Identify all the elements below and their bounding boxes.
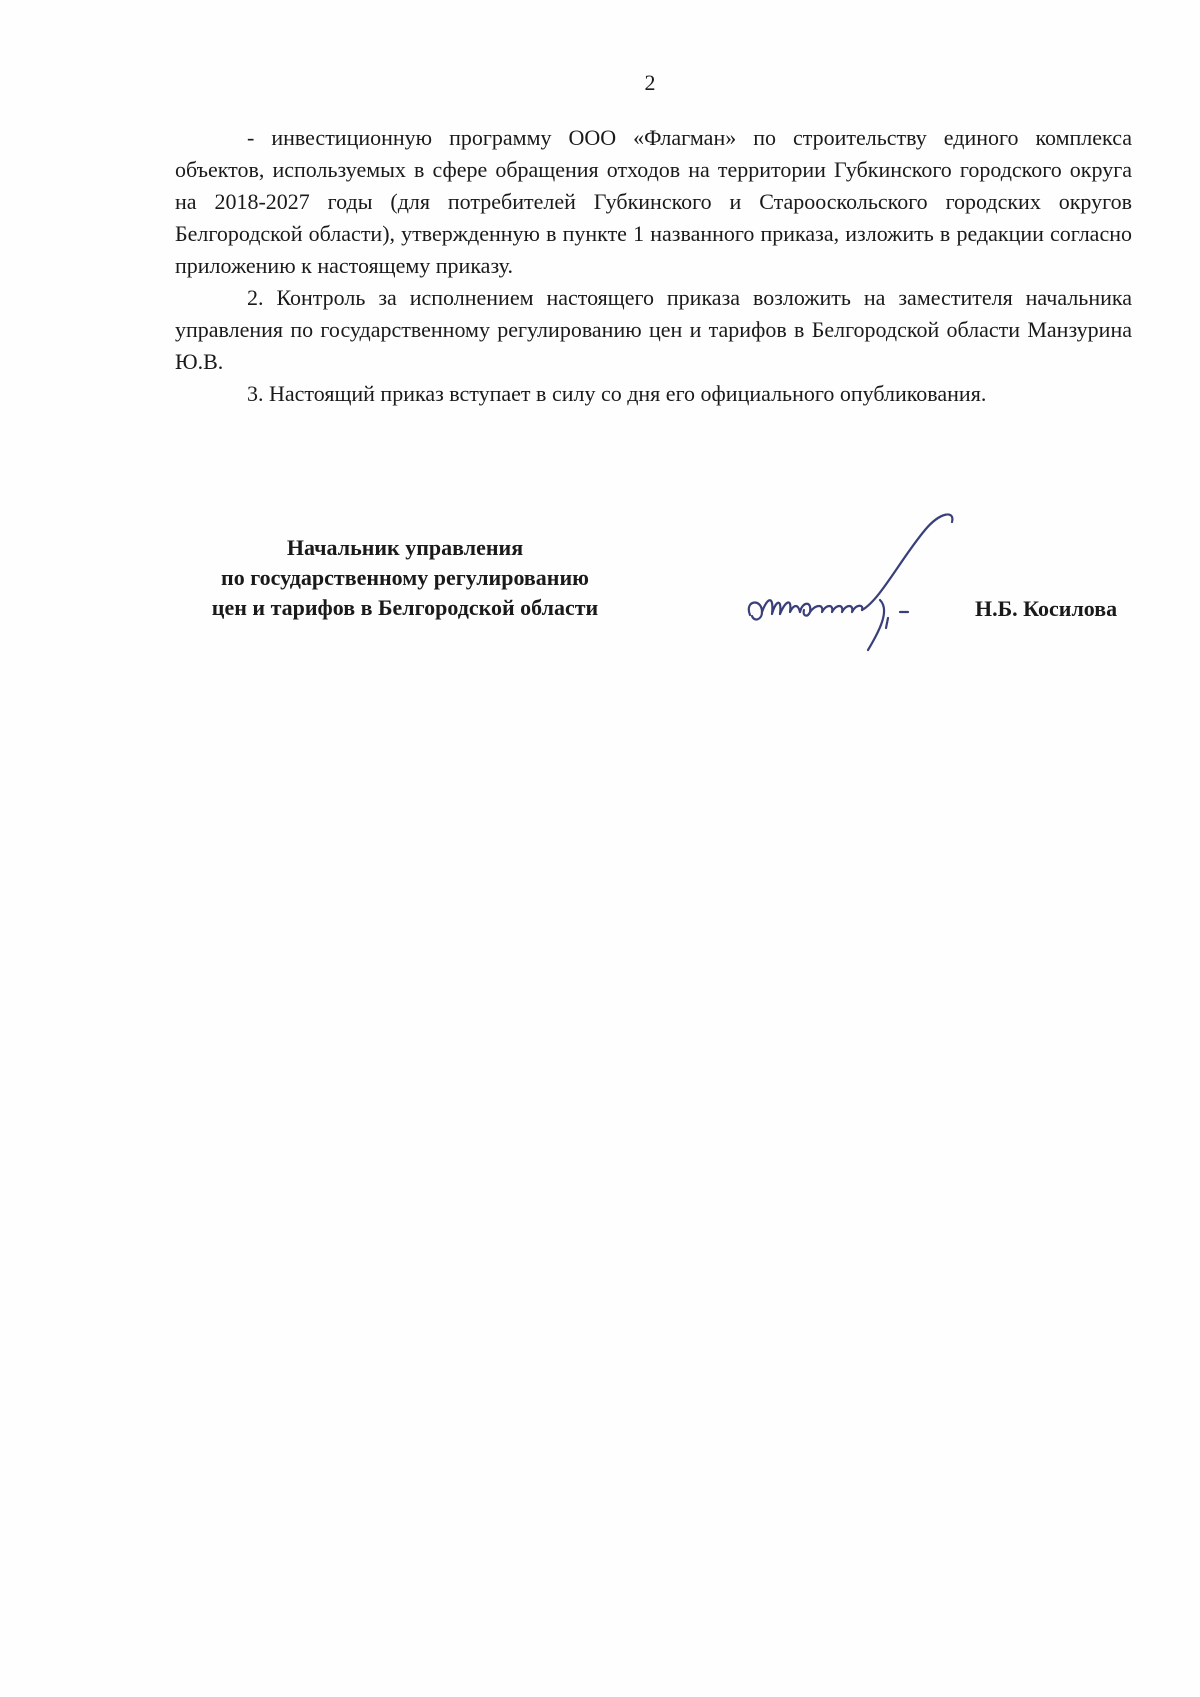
signer-name: Н.Б. Косилова (975, 596, 1118, 621)
handwritten-signature (740, 500, 1030, 660)
document-body (175, 122, 1132, 410)
paragraph-investment-program: - инвестиционную программу ООО «Флагман» по строительству единого комплекса объектов, используемых в сфере обращения отходов на территории Губкинского городского округа на 2018-2027 годы (для потребителей Губкинского и Старооскольского городских округов Белгородской области), утвержденную в пункте 1 названного приказа, изложить в редакции согласно приложению к настоящему приказу. (175, 125, 1132, 278)
paragraph-control: 2. Контроль за исполнением настоящего приказа возложить на заместителя начальника управления по государственному регулированию цен и тарифов в Белгородской области Манзурина Ю.В. (175, 285, 1132, 374)
signatory-title-line-1: Начальник управления (286, 535, 524, 560)
page-number: 2 (644, 70, 656, 95)
signatory-title-line-3: цен и тарифов в Белгородской области (211, 595, 599, 620)
signatory-title-line-2: по государственному регулированию (221, 565, 589, 590)
paragraph-effective-date: 3. Настоящий приказ вступает в силу со дня его официального опубликования. (247, 381, 987, 406)
signatory-title (150, 533, 660, 623)
